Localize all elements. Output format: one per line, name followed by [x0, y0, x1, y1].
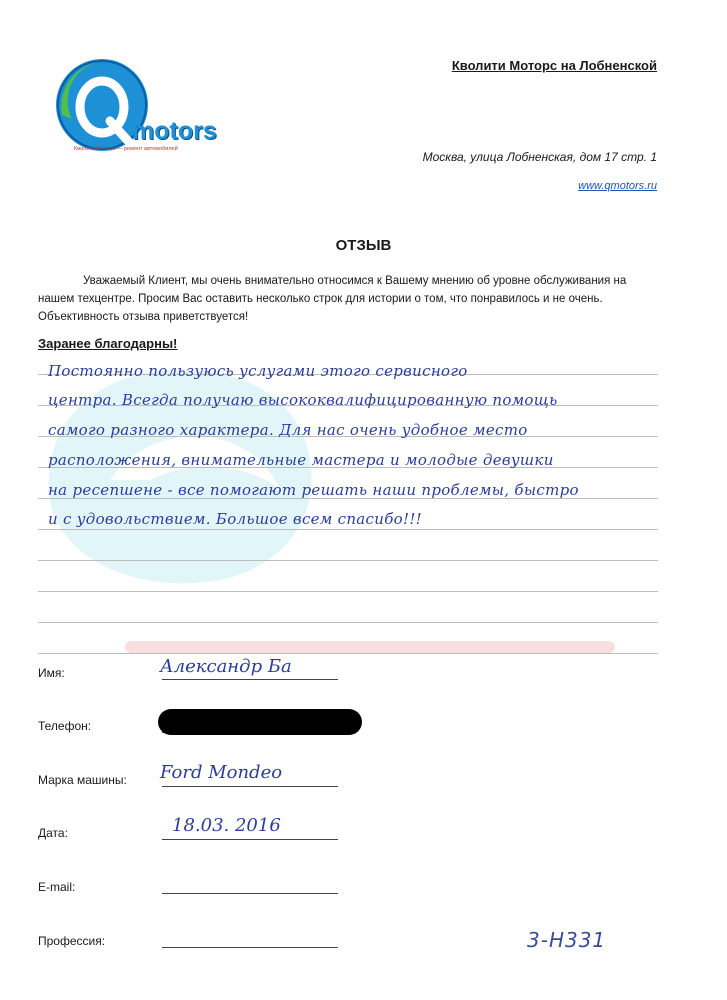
company-website-link[interactable]: www.qmotors.ru [578, 180, 657, 192]
review-line: Постоянно пользуюсь услугами этого сервисного [48, 362, 468, 380]
car-value: Ford Mondeo [160, 762, 283, 783]
email-label: E-mail: [38, 880, 76, 894]
car-field[interactable] [162, 786, 338, 787]
thanks-heading: Заранее благодарны! [38, 336, 178, 351]
review-line: самого разного характера. Для нас очень удобное место [48, 421, 528, 439]
logo-tagline: Кволити Моторс — ремонт автомобилей [74, 146, 178, 152]
ruled-line [38, 591, 658, 592]
ruled-line [38, 653, 658, 654]
intro-text: Уважаемый Клиент, мы очень внимательно относимся к Вашему мнению об уровне обслуживания на нашем техцентре. Просим Вас оставить несколько строк для истории о том, что понравилось и не очень. Объективность отзыва приветствуется! [38, 275, 627, 323]
name-value: Александр Ба [160, 656, 292, 677]
company-name: Кволити Моторс на Лобненской [451, 58, 657, 73]
name-label: Имя: [38, 666, 65, 680]
review-line: и с удовольствием. Большое всем спасибо!!! [48, 510, 422, 528]
profession-label: Профессия: [38, 934, 106, 948]
phone-label: Телефон: [38, 719, 92, 733]
logo-wordmark: motors [132, 117, 217, 145]
review-line: расположения, внимательные мастера и молодые девушки [48, 451, 554, 469]
name-field[interactable] [162, 679, 338, 680]
date-value: 18.03. 2016 [172, 815, 281, 836]
ruled-line [38, 529, 658, 530]
ruled-line [38, 560, 658, 561]
email-field[interactable] [162, 893, 338, 894]
review-line: на ресепшене - все помогают решать наши проблемы, быстро [48, 481, 579, 499]
profession-field[interactable] [162, 947, 338, 948]
page-title: ОТЗЫВ [335, 237, 392, 254]
date-label: Дата: [38, 826, 68, 840]
car-label: Марка машины: [38, 773, 127, 787]
phone-redaction [158, 709, 362, 735]
date-field[interactable] [162, 839, 338, 840]
review-line: центра. Всегда получаю высококвалифицированную помощь [48, 391, 558, 409]
ruled-line [38, 622, 658, 623]
company-address: Москва, улица Лобненская, дом 17 стр. 1 [422, 150, 657, 164]
watermark-band-icon [125, 637, 615, 657]
document-code: 3-Н331 [527, 928, 607, 952]
